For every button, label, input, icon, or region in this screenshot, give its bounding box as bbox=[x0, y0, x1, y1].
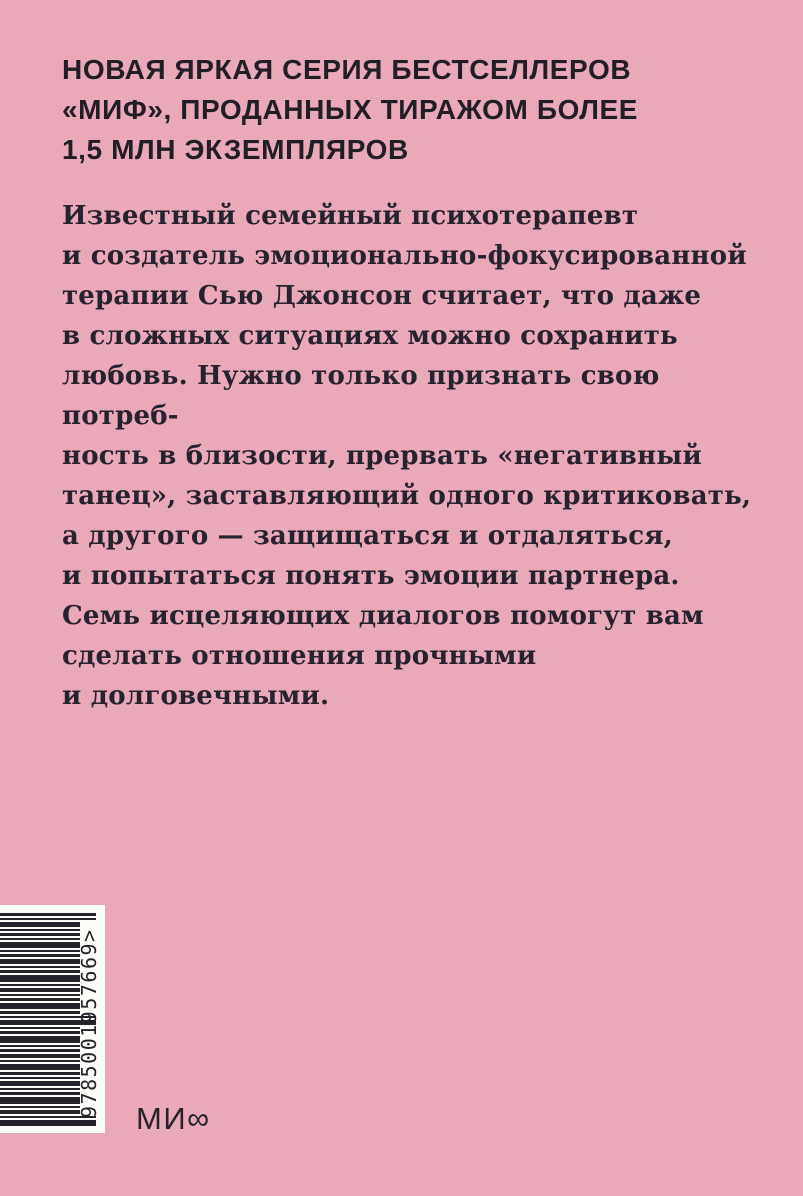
barcode-digits: 9785001957669> bbox=[77, 928, 101, 1118]
mif-publisher-logo: МИ∞ bbox=[136, 1101, 211, 1136]
annotation-text bbox=[62, 196, 783, 716]
annotation-line: и попытаться понять эмоции партнера. bbox=[62, 561, 680, 591]
annotation-line: в сложных ситуациях можно сохранить bbox=[62, 321, 678, 351]
annotation-line: ность в близости, прервать «негативный bbox=[62, 441, 703, 471]
series-headline-line-2: «МИФ», ПРОДАННЫХ ТИРАЖОМ БОЛЕЕ bbox=[62, 94, 639, 125]
annotation-line: а другого — защищаться и отдаляться, bbox=[62, 521, 673, 551]
annotation-line: и создатель эмоционально-фокусированной bbox=[62, 241, 747, 271]
series-headline bbox=[62, 50, 773, 170]
annotation-line: терапии Сью Джонсон считает, что даже bbox=[62, 281, 702, 311]
series-headline-line-1: НОВАЯ ЯРКАЯ СЕРИЯ БЕСТСЕЛЛЕРОВ bbox=[62, 54, 632, 85]
annotation-line: и долговечными. bbox=[62, 681, 330, 711]
isbn-barcode bbox=[0, 905, 105, 1133]
annotation-line: танец», заставляющий одного критиковать, bbox=[62, 481, 752, 511]
annotation-line: сделать отношения прочными bbox=[62, 641, 537, 671]
series-headline-line-3: 1,5 МЛН ЭКЗЕМПЛЯРОВ bbox=[62, 134, 409, 165]
annotation-line: Известный семейный психотерапевт bbox=[62, 201, 639, 231]
annotation-line: Семь исцеляющих диалогов помогут вам bbox=[62, 601, 704, 631]
annotation-line: любовь. Нужно только признать свою потреб- bbox=[62, 361, 660, 431]
